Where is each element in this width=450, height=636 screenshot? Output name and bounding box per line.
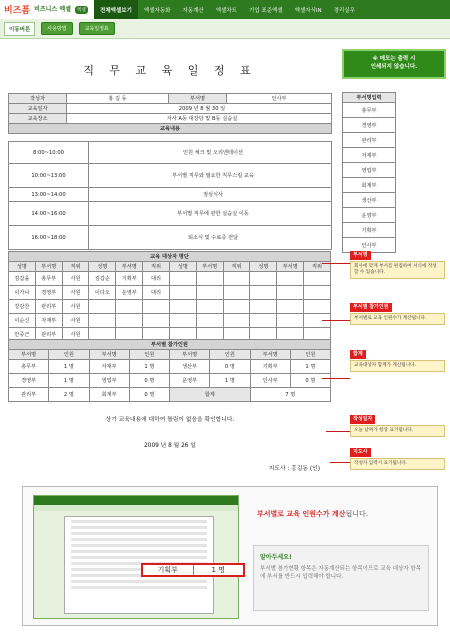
trainee-cell[interactable]: 사원 <box>62 272 89 286</box>
count-col-header: 부서명 <box>170 350 210 360</box>
place-label: 교육장소 <box>9 114 67 124</box>
tip-box <box>253 545 429 611</box>
schedule-desc[interactable]: 부서별 직무에 관한 실습실 이동 <box>89 202 332 226</box>
annotation-title: 작성일자 <box>350 415 375 424</box>
trainee-col-header: 직위 <box>223 262 250 272</box>
tip-body: 부서별 참가현황 항목은 자동계산되는 항목이므로 교육 대상자 항목에 부서를 반드시 입력해야 합니다. <box>260 566 422 581</box>
trainee-cell[interactable]: 사원 <box>62 314 89 328</box>
trainee-cell[interactable] <box>223 272 250 286</box>
count-cell: 기획부 <box>250 360 290 374</box>
annotation-arrow <box>326 431 350 432</box>
bizform-logo[interactable] <box>0 0 94 19</box>
trainee-cell[interactable]: 기획부 <box>116 272 143 286</box>
trainee-cell[interactable]: 대리 <box>143 286 170 300</box>
count-col-header: 부서명 <box>250 350 290 360</box>
annotation-title: 부서별 참가인원 <box>350 303 392 312</box>
nav-excel-knowledge[interactable]: 엑셀자식IN <box>294 7 322 14</box>
trainee-cell[interactable]: 김갑순 <box>89 272 116 286</box>
total-cell: 합계 <box>170 388 251 402</box>
trainee-cell[interactable] <box>169 272 196 286</box>
count-cell: 0 명 <box>129 374 169 388</box>
trainee-col-header: 부서명 <box>35 262 62 272</box>
trainee-col-header: 직위 <box>143 262 170 272</box>
move-button-bar <box>0 19 450 39</box>
trainee-cell[interactable] <box>250 300 277 314</box>
dept-input-item[interactable]: 회계부 <box>343 178 396 193</box>
trainee-section-title: 교육 대상자 명단 <box>9 252 331 262</box>
count-cell: 관리부 <box>9 388 49 402</box>
count-col-header: 인원 <box>129 350 169 360</box>
trainee-cell[interactable] <box>196 272 223 286</box>
count-cell: 1 명 <box>49 374 89 388</box>
count-cell: 생산부 <box>170 360 210 374</box>
annotation-arrow <box>322 320 350 321</box>
schedule-button[interactable]: 교육일정표 <box>79 22 115 35</box>
schedule-desc[interactable]: 점심식사 <box>89 188 332 202</box>
callout-highlight: 부서별로 교육 인원수가 계산 <box>257 510 346 518</box>
annotation-arrow <box>322 263 350 264</box>
count-cell: 영업부 <box>89 374 129 388</box>
annotation-title: 지도사 <box>350 448 371 457</box>
annotation-title: 부서명 <box>350 251 371 260</box>
usage-guide-button[interactable]: 사용방법 <box>41 22 72 35</box>
zoom-highlight <box>141 563 245 577</box>
trainee-cell[interactable]: 운영부 <box>116 286 143 300</box>
trainee-cell[interactable] <box>250 286 277 300</box>
logo-sub-text: 비즈니스 엑셀 <box>34 5 71 13</box>
nav-excel-automation[interactable]: 엑셀자동화 <box>143 7 171 14</box>
confirm-date[interactable]: 2009 년 8 월 26 일 <box>144 443 196 449</box>
trainee-cell[interactable] <box>143 300 170 314</box>
count-row <box>9 388 331 402</box>
count-section-title: 부서별 참가인원 <box>9 340 331 350</box>
zoom-count: 1 명 <box>193 565 244 575</box>
trainee-cell[interactable]: 관리부 <box>35 328 62 342</box>
confirm-text: 상기 교육내용에 대하여 틀림이 없음을 확인합니다. <box>105 417 235 423</box>
count-cell: 0 명 <box>290 374 330 388</box>
trainee-cell[interactable]: 자재부 <box>35 314 62 328</box>
schedule-table <box>8 141 332 250</box>
dept-label: 부서명 <box>169 94 227 104</box>
total-cell: 7 명 <box>250 388 331 402</box>
print-hint-note <box>342 49 446 79</box>
schedule-time: 14:00~16:00 <box>9 202 89 226</box>
zoom-dept: 기획부 <box>157 566 178 574</box>
dept-count-table <box>8 339 331 402</box>
trainee-cell[interactable] <box>223 286 250 300</box>
trainee-cell[interactable]: 안중근 <box>9 328 36 342</box>
annotation-body: 교육대상자 합계가 계산됩니다. <box>350 360 445 372</box>
dept-input-table <box>342 92 396 253</box>
example-screenshot <box>33 495 239 619</box>
hint-line-2: 인쇄되지 않습니다. <box>370 64 418 71</box>
trainee-col-header: 성명 <box>9 262 36 272</box>
count-cell: 자재부 <box>89 360 129 374</box>
trainee-cell[interactable]: 김갑을 <box>9 272 36 286</box>
trainee-cell[interactable] <box>277 314 304 328</box>
trainee-cell[interactable] <box>116 300 143 314</box>
annotation-dept-count <box>350 303 445 325</box>
tip-title: 알아두세요! <box>260 554 292 561</box>
count-cell: 1 명 <box>49 360 89 374</box>
count-cell: 경영부 <box>9 374 49 388</box>
trainee-cell[interactable] <box>196 314 223 328</box>
trainee-cell[interactable] <box>277 272 304 286</box>
dept-input-item[interactable]: 인사부 <box>343 238 396 253</box>
schedule-desc[interactable]: 인원 체크 및 오리엔테이션 <box>89 142 332 164</box>
trainee-cell[interactable]: 이다오 <box>89 286 116 300</box>
trainee-cell[interactable]: 경영부 <box>35 286 62 300</box>
trainee-cell[interactable] <box>143 314 170 328</box>
dept-input-item[interactable]: 관리부 <box>343 133 396 148</box>
writer-value[interactable]: 홍 길 동 <box>67 94 169 104</box>
trainee-cell[interactable]: 강감찬 <box>9 300 36 314</box>
annotation-title: 합계 <box>350 350 366 359</box>
content-section-title: 교육내용 <box>9 124 332 134</box>
annotation-body: 회사에 맞게 부서를 편집하여 서식에 작성할 수 있습니다. <box>350 261 445 279</box>
schedule-desc[interactable]: 부서별 직무와 필요한 직무스킬 교육 <box>89 164 332 188</box>
annotation-dept <box>350 251 445 279</box>
trainee-cell[interactable] <box>304 272 331 286</box>
trainee-row <box>9 314 331 328</box>
trainee-cell[interactable] <box>196 286 223 300</box>
trainee-table <box>8 251 331 342</box>
dept-input-header: 부서명입력 <box>343 93 396 103</box>
writer-label: 작성자 <box>9 94 67 104</box>
nav-enterprise-excel[interactable]: 기업 표준엑셀 <box>249 7 283 14</box>
annotation-arrow <box>322 378 350 379</box>
count-col-header: 인원 <box>210 350 250 360</box>
count-cell: 운영부 <box>170 374 210 388</box>
usage-example-panel <box>22 486 438 626</box>
trainee-cell[interactable]: 사원 <box>62 300 89 314</box>
count-cell: 1 명 <box>210 374 250 388</box>
trainee-cell[interactable]: 대리 <box>143 272 170 286</box>
trainee-cell[interactable] <box>250 314 277 328</box>
trainee-cell[interactable]: 관리부 <box>35 300 62 314</box>
count-cell: 0 명 <box>129 388 169 402</box>
top-navigation-bar <box>0 0 450 19</box>
trainee-col-header: 부서명 <box>196 262 223 272</box>
count-cell: 총무부 <box>9 360 49 374</box>
logo-main-text: 비즈폼 <box>4 6 31 16</box>
trainee-cell[interactable] <box>169 300 196 314</box>
callout-rest: 됩니다. <box>345 510 368 518</box>
example-subbar <box>34 505 238 511</box>
dept-input-item[interactable]: 운영부 <box>343 208 396 223</box>
trainee-row <box>9 300 331 314</box>
trainee-cell[interactable]: 사원 <box>62 286 89 300</box>
page-title: 직 무 교 육 일 정 표 <box>83 64 257 77</box>
trainee-cell[interactable] <box>277 286 304 300</box>
annotation-body: 부서별로 교육 인원수가 계산됩니다. <box>350 313 445 325</box>
trainee-cell[interactable] <box>304 300 331 314</box>
trainee-cell[interactable] <box>277 300 304 314</box>
count-cell: 인사부 <box>250 374 290 388</box>
trainee-col-header: 직위 <box>62 262 89 272</box>
dept-input-item[interactable]: 생산부 <box>343 193 396 208</box>
nav-excel-chart[interactable]: 엑셀차트 <box>215 7 237 14</box>
annotation-body: 작성자 입력시 표기됩니다. <box>350 458 445 470</box>
logo-badge: 엑셀 <box>76 7 86 13</box>
nav-all-excel[interactable]: 전체엑셀보기 <box>94 0 138 19</box>
annotation-total <box>350 350 445 372</box>
schedule-desc[interactable]: 퇴소식 및 수료증 전달 <box>89 226 332 250</box>
trainee-cell[interactable] <box>116 314 143 328</box>
trainee-cell[interactable] <box>304 286 331 300</box>
trainee-cell[interactable] <box>169 286 196 300</box>
count-row <box>9 374 331 388</box>
count-cell: 1 명 <box>290 360 330 374</box>
trainee-cell[interactable] <box>223 300 250 314</box>
dept-input-item[interactable]: 총무부 <box>343 103 396 118</box>
trainee-cell[interactable]: 총무부 <box>35 272 62 286</box>
trainee-col-header: 성명 <box>89 262 116 272</box>
trainee-cell[interactable] <box>196 300 223 314</box>
trainee-col-header: 부서명 <box>277 262 304 272</box>
header-table <box>8 93 332 134</box>
trainee-cell[interactable] <box>89 314 116 328</box>
trainee-cell[interactable]: 이순신 <box>9 314 36 328</box>
hint-line-1: ※ 메모는 출력 시 <box>372 56 416 62</box>
count-cell: 0 명 <box>210 360 250 374</box>
trainee-cell[interactable] <box>223 314 250 328</box>
annotation-instructor <box>350 448 445 470</box>
dept-input-item[interactable]: 자재부 <box>343 148 396 163</box>
count-col-header: 인원 <box>49 350 89 360</box>
schedule-time: 13:00~14:00 <box>9 188 89 202</box>
count-col-header: 부서명 <box>89 350 129 360</box>
example-topbar <box>34 496 238 505</box>
date-value[interactable]: 2009 년 8 월 30 일 <box>67 104 332 114</box>
trainee-cell[interactable] <box>169 314 196 328</box>
trainee-cell[interactable]: 이가나 <box>9 286 36 300</box>
date-label: 교육일자 <box>9 104 67 114</box>
annotation-date <box>350 415 445 437</box>
trainee-col-header: 성명 <box>169 262 196 272</box>
schedule-time: 10:00~13:00 <box>9 164 89 188</box>
count-callout <box>257 509 368 519</box>
trainee-col-header: 직위 <box>304 262 331 272</box>
nav-auto-calc[interactable]: 자동계산 <box>182 7 204 14</box>
dept-input-item[interactable]: 기획부 <box>343 223 396 238</box>
schedule-time: 8:00~10:00 <box>9 142 89 164</box>
count-col-header: 인원 <box>290 350 330 360</box>
trainee-cell[interactable] <box>89 300 116 314</box>
trainee-col-header: 부서명 <box>116 262 143 272</box>
annotation-arrow <box>330 462 350 463</box>
schedule-time: 16:00~18:00 <box>9 226 89 250</box>
nav-accounting[interactable]: 경리실무 <box>333 7 355 14</box>
count-cell: 1 명 <box>129 360 169 374</box>
signature-line[interactable]: 지도사 : 홍길동 (인) <box>268 466 320 472</box>
trainee-col-header: 성명 <box>250 262 277 272</box>
trainee-row <box>9 286 331 300</box>
count-col-header: 부서명 <box>9 350 49 360</box>
count-cell: 회계부 <box>89 388 129 402</box>
trainee-row <box>9 272 331 286</box>
move-button-label: 이동버튼 <box>4 22 35 36</box>
annotation-body: 오늘 날짜가 항상 표기됩니다. <box>350 425 445 437</box>
dept-input-item[interactable]: 경영부 <box>343 118 396 133</box>
count-row <box>9 360 331 374</box>
dept-value[interactable]: 인사부 <box>227 94 332 104</box>
main-menu <box>94 0 361 19</box>
dept-input-item[interactable]: 영업부 <box>343 163 396 178</box>
trainee-cell[interactable] <box>250 272 277 286</box>
place-value[interactable]: 자사 A동 대강당 및 B동 실습실 <box>67 114 332 124</box>
count-cell: 2 명 <box>49 388 89 402</box>
trainee-cell[interactable]: 사원 <box>62 328 89 342</box>
